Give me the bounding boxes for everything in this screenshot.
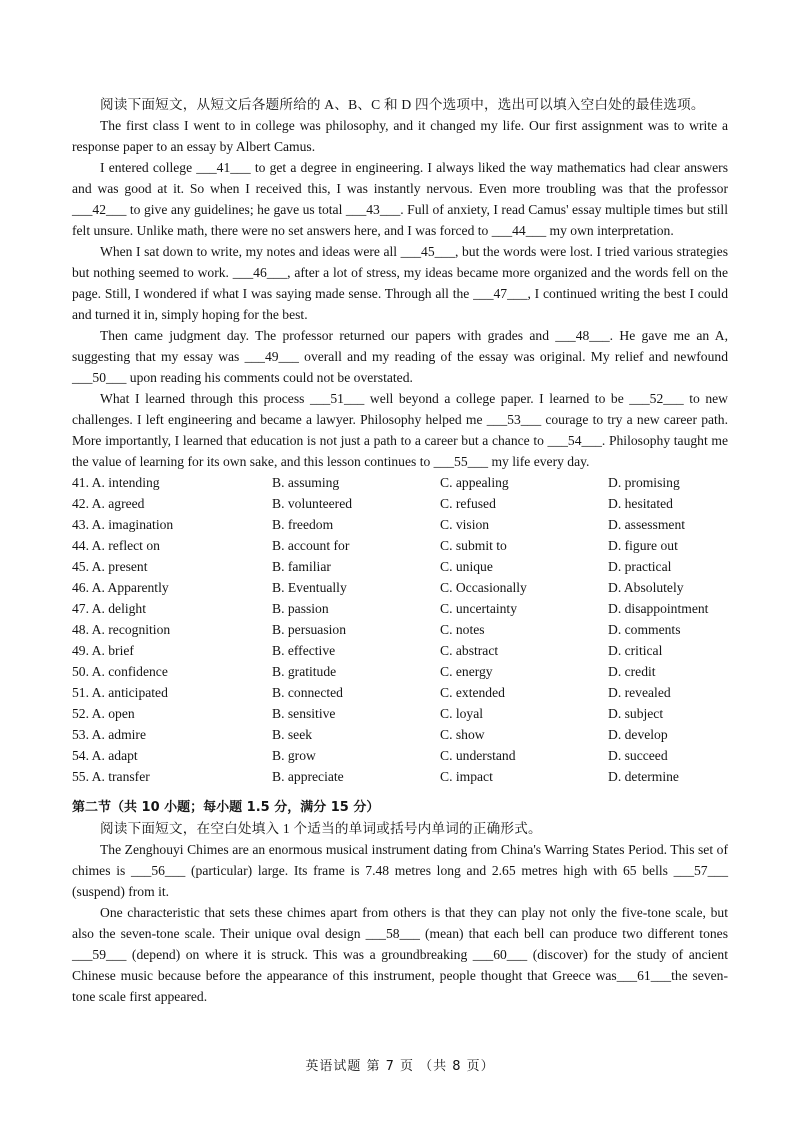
option-row — [72, 514, 728, 535]
section2-heading: 第二节（共 10 小题；每小题 1.5 分，满分 15 分） — [72, 800, 380, 815]
page-content — [72, 94, 728, 1007]
option-row — [72, 577, 728, 598]
option-d: D. develop — [608, 727, 668, 742]
option-d: D. disappointment — [608, 601, 709, 616]
option-a: 43. A. imagination — [72, 517, 174, 532]
section2-instruction: 阅读下面短文，在空白处填入 1 个适当的单词或括号内单词的正确形式。 — [100, 821, 542, 836]
passage-paragraph-1: The first class I went to in college was philosophy, and it changed my life. Our first assignment was to write a response paper to an essay by Albert Camus. — [72, 118, 728, 154]
option-row — [72, 619, 728, 640]
option-b: B. persuasion — [272, 622, 347, 637]
passage-paragraph-3: When I sat down to write, my notes and ideas were all ___45___, but the words were lost. I tried various strategies but nothing seemed to work. ___46___, after a lot of stress, my ideas became more organized and the words fell on the page. Still, I wondered if what I was saying made sense. Through all the ___47___, I continued writing the best I could and turned it in, simply hoping for the best. — [72, 244, 728, 322]
option-row — [72, 745, 728, 766]
option-c: C. uncertainty — [440, 601, 518, 616]
option-c: C. understand — [440, 748, 516, 763]
option-a: 55. A. transfer — [72, 769, 150, 784]
option-row — [72, 703, 728, 724]
option-b: B. freedom — [272, 517, 334, 532]
option-row — [72, 493, 728, 514]
option-b: B. connected — [272, 685, 343, 700]
option-a: 50. A. confidence — [72, 664, 168, 679]
options-list — [72, 472, 728, 787]
option-d: D. determine — [608, 769, 679, 784]
option-row — [72, 472, 728, 493]
option-d: D. promising — [608, 475, 680, 490]
option-b: B. passion — [272, 601, 329, 616]
option-row — [72, 724, 728, 745]
option-b: B. Eventually — [272, 580, 347, 595]
option-c: C. vision — [440, 517, 490, 532]
passage-paragraph-2: I entered college ___41___ to get a degree in engineering. I always liked the way mathematics had clear answers and was good at it. So when I received this, I was instantly nervous. Even more troubling was that the professor ___42___ to give any guidelines; he gave us total ___43___. Full of anxiety, I read Camus' essay multiple times but still felt unsure. Unlike math, there were no set answers here, and I was forced to ___44___ my own interpretation. — [72, 160, 728, 238]
option-d: D. hesitated — [608, 496, 673, 511]
option-row — [72, 598, 728, 619]
grammar-paragraph-1: The Zenghouyi Chimes are an enormous musical instrument dating from China's Warring States Period. This set of chimes is ___56___ (particular) large. Its frame is 7.48 metres long and 2.65 metres high with 65 bells ___57___ (suspend) from it. — [72, 842, 728, 899]
option-d: D. assessment — [608, 517, 686, 532]
option-a: 42. A. agreed — [72, 496, 145, 511]
option-b: B. grow — [272, 748, 316, 763]
option-a: 47. A. delight — [72, 601, 147, 616]
option-c: C. extended — [440, 685, 505, 700]
option-row — [72, 766, 728, 787]
option-d: D. succeed — [608, 748, 668, 763]
option-c: C. show — [440, 727, 485, 742]
option-b: B. sensitive — [272, 706, 336, 721]
option-b: B. assuming — [272, 475, 340, 490]
option-a: 53. A. admire — [72, 727, 146, 742]
option-a: 46. A. Apparently — [72, 580, 169, 595]
option-b: B. volunteered — [272, 496, 353, 511]
option-d: D. practical — [608, 559, 672, 574]
option-row — [72, 661, 728, 682]
option-b: B. gratitude — [272, 664, 337, 679]
option-a: 48. A. recognition — [72, 622, 171, 637]
grammar-paragraph-2: One characteristic that sets these chimes apart from others is that they can play not only the five-tone scale, but also the seven-tone scale. Their unique oval design ___58___ (mean) that each bell can produce two different tones ___59___ (depend) on where it is struck. This was a groundbreaking ___60___ (discover) for the study of ancient Chinese music because before the appearance of this instrument, people thought that Greece was___61___the seven-tone scale first appeared. — [72, 905, 728, 1004]
page-footer: 英语试题 第 7 页 （共 8 页） — [305, 1059, 495, 1074]
option-row — [72, 640, 728, 661]
option-d: D. subject — [608, 706, 664, 721]
option-d: D. revealed — [608, 685, 671, 700]
option-a: 49. A. brief — [72, 643, 134, 658]
option-a: 44. A. reflect on — [72, 538, 160, 553]
passage-paragraph-5: What I learned through this process ___51___ well beyond a college paper. I learned to be ___52___ to new challenges. I left engineering and became a lawyer. Philosophy helped me ___53___ courage to try a new career path. More importantly, I learned that education is not just a path to a career but a chance to ___54___. Philosophy taught me the value of learning for its own sake, and this lesson continues to ___55___ my life every day. — [72, 391, 728, 469]
option-d: D. critical — [608, 643, 663, 658]
option-d: D. comments — [608, 622, 681, 637]
option-a: 51. A. anticipated — [72, 685, 168, 700]
option-b: B. appreciate — [272, 769, 344, 784]
option-b: B. effective — [272, 643, 336, 658]
option-b: B. account for — [272, 538, 350, 553]
option-c: C. loyal — [440, 706, 484, 721]
option-d: D. credit — [608, 664, 656, 679]
passage-paragraph-4: Then came judgment day. The professor returned our papers with grades and ___48___. He gave me an A, suggesting that my essay was ___49___ overall and my reading of the essay was original. My relief and newfound ___50___ upon reading his comments could not be overstated. — [72, 328, 728, 385]
option-a: 54. A. adapt — [72, 748, 138, 763]
option-c: C. appealing — [440, 475, 509, 490]
option-row — [72, 535, 728, 556]
option-c: C. abstract — [440, 643, 499, 658]
option-c: C. notes — [440, 622, 485, 637]
option-b: B. seek — [272, 727, 313, 742]
option-c: C. unique — [440, 559, 493, 574]
section1-instruction: 阅读下面短文，从短文后各题所给的 A、B、C 和 D 四个选项中，选出可以填入空白处的最佳选项。 — [100, 97, 705, 112]
option-d: D. figure out — [608, 538, 678, 553]
option-b: B. familiar — [272, 559, 331, 574]
option-row — [72, 682, 728, 703]
option-a: 45. A. present — [72, 559, 148, 574]
option-a: 41. A. intending — [72, 475, 160, 490]
option-c: C. Occasionally — [440, 580, 527, 595]
option-c: C. energy — [440, 664, 493, 679]
option-c: C. submit to — [440, 538, 507, 553]
option-a: 52. A. open — [72, 706, 135, 721]
option-c: C. refused — [440, 496, 496, 511]
option-d: D. Absolutely — [608, 580, 684, 595]
option-row — [72, 556, 728, 577]
option-c: C. impact — [440, 769, 493, 784]
